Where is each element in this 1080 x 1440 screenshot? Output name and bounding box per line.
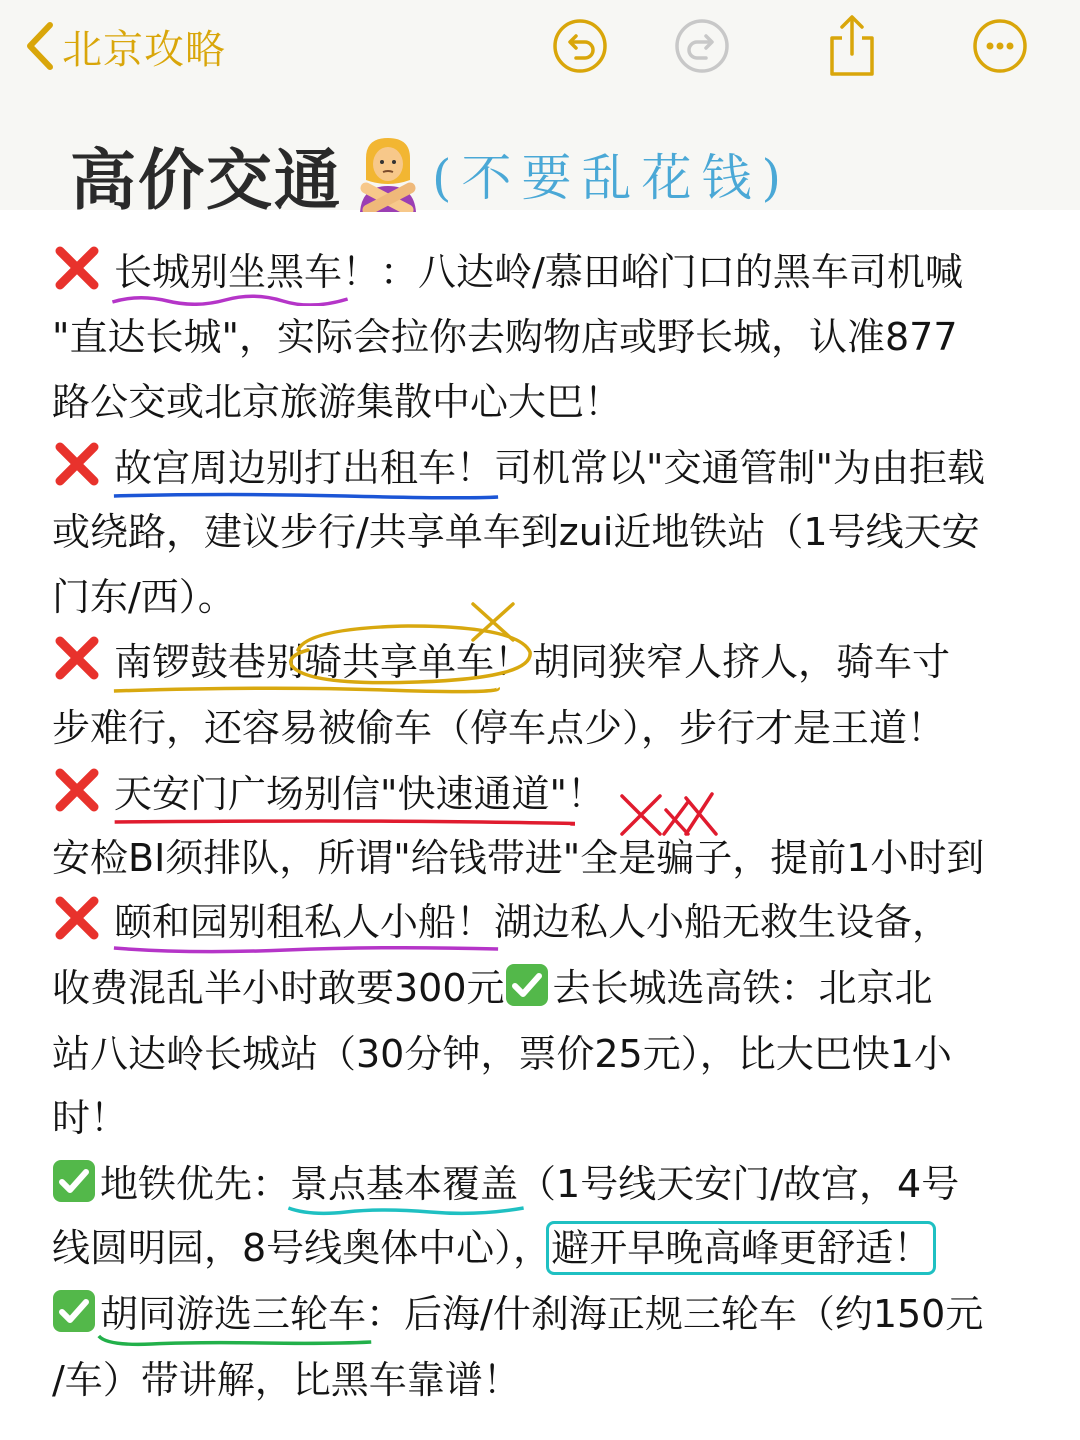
check-mark-icon [52,1159,96,1203]
cross-mark-icon [54,441,100,487]
tip-line-5: 或绕路，建议步行/共享单车到zui近地铁站（1号线天安 [52,510,980,554]
highlight-phrase: 故宫周边别打出租车！ [114,436,494,500]
highlight-phrase: 天安门广场别信"快速通道" [114,762,567,826]
tip-line-12: 收费混乱半小时敢要300元 去长城选高铁：北京北 [52,956,933,1020]
highlight-phrase: 长城别坐黑车 [114,240,342,304]
tip-line-10: 安检BI须排队，所谓"给钱带进"全是骗子，提前1小时到 [52,836,985,880]
highlight-phrase: 景点基本覆盖 [290,1152,518,1216]
highlight-phrase: 南锣鼓巷别骑共享单车 [114,630,494,694]
tip-line-13: 站八达岭长城站（30分钟，票价25元），比大巴快1小 [52,1032,952,1076]
cross-mark-icon [54,895,100,941]
highlight-phrase: 颐和园别租私人小船！ [114,890,494,954]
tip-line-18: /车）带讲解，比黑车靠谱！ [52,1358,521,1402]
title-text: 高价交通 [70,141,342,219]
highlight-phrase: 胡同游选三轮车 [100,1282,366,1346]
green-underline [96,1334,374,1348]
tip-line-11: 颐和园别租私人小船！ 湖边私人小船无救生设备， [52,890,950,954]
boxed-highlight: 避开早晚高峰更舒适！ [551,1226,932,1270]
tip-line-2: "直达长城"，实际会拉你去购物店或野长城，认准877 [52,315,958,359]
tip-line-14: 时！ [52,1096,129,1140]
check-mark-icon [505,963,549,1007]
cross-mark-icon [54,635,100,681]
check-mark-icon [52,1289,96,1333]
tip-line-4: 故宫周边别打出租车！ 司机常以"交通管制"为由拒载 [52,436,985,500]
tip-line-17: 胡同游选三轮车 ：后海/什刹海正规三轮车（约150元 [52,1282,983,1346]
tip-line-8: 步难行，还容易被偷车（停车点少），步行才是王道！ [52,706,946,750]
purple-underline [110,942,502,956]
tip-line-6: 门东/西）。 [52,575,236,619]
tip-line-15: 地铁优先：景点基本覆盖 （1号线天安门/故宫，4号 [52,1152,959,1216]
tip-line-9: 天安门广场别信"快速通道" ！ [52,762,605,826]
tip-line-3: 路公交或北京旅游集散中心大巴！ [52,380,623,424]
purple-underline [110,292,350,306]
cross-mark-icon [54,767,100,813]
tip-line-1: 长城别坐黑车 ！：八达岭/慕田峪门口的黑车司机喊 [52,240,963,304]
gold-underline [110,682,502,696]
tip-line-7: 南锣鼓巷别骑共享单车 ！胡同狭窄人挤人，骑车寸 [52,630,950,694]
cross-mark-icon [54,245,100,291]
title-note: (不要乱花钱) [432,149,792,207]
tip-line-16: 线圆明园，8号线奥体中心），避开早晚高峰更舒适！ [52,1226,932,1270]
back-label: 北京攻略 [62,26,226,73]
